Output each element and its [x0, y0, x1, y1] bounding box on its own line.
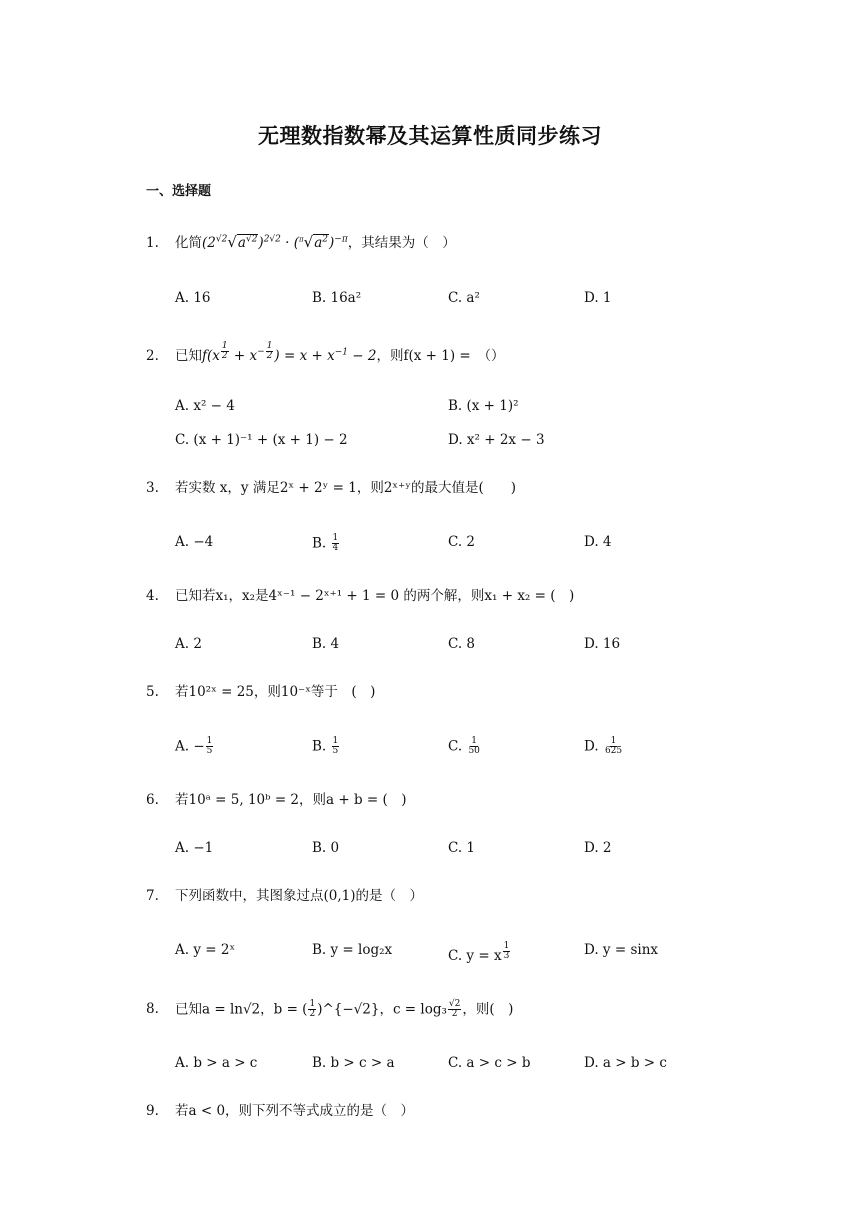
- question-number: 4.: [146, 588, 159, 604]
- option-d[interactable]: D. 4: [584, 534, 612, 550]
- question-number: 5.: [146, 684, 159, 700]
- question-8: [146, 1000, 513, 1020]
- option-a[interactable]: A. 16: [175, 290, 211, 306]
- question-text: 已知若x₁，x₂是4ˣ⁻¹ − 2ˣ⁺¹ + 1 = 0 的两个解，则x₁ + x₂ = ( ): [175, 588, 575, 604]
- question-text: 若10ᵃ = 5, 10ᵇ = 2，则a + b = ( ): [175, 792, 407, 808]
- option-c[interactable]: C. $\frac{1}{50}$: [448, 736, 480, 757]
- question-4: [146, 588, 574, 606]
- question-text: 已知: [175, 347, 202, 364]
- question-number: 9.: [146, 1103, 159, 1119]
- option-b[interactable]: B. $\frac{1}{4}$: [312, 533, 339, 554]
- option-c[interactable]: C. 2: [448, 534, 476, 550]
- fraction-half: $\frac{1}{2}$: [309, 999, 316, 1020]
- question-3: [146, 480, 516, 498]
- question-2: [146, 342, 504, 365]
- option-c[interactable]: C. a²: [448, 290, 480, 306]
- question-text-tail: ，其结果为（ ）: [347, 235, 456, 251]
- option-c[interactable]: C. 8: [448, 636, 476, 652]
- option-d[interactable]: D. $\frac{1}{625}$: [584, 736, 623, 757]
- option-a[interactable]: A. −1: [175, 840, 214, 856]
- section-heading: 一、选择题: [146, 184, 212, 199]
- option-d[interactable]: D. 16: [584, 636, 621, 652]
- question-number: 8.: [146, 1001, 159, 1018]
- question-9: [146, 1103, 414, 1121]
- question-6: [146, 792, 407, 810]
- question-text-tail: ，则f(x + 1) = （）: [376, 347, 505, 364]
- option-d[interactable]: D. 1: [584, 290, 612, 306]
- option-c[interactable]: C. (x + 1)⁻¹ + (x + 1) − 2: [175, 432, 348, 448]
- question-text-tail: ，则( ): [462, 1001, 514, 1018]
- option-a[interactable]: A. x² − 4: [175, 398, 235, 414]
- question-text: 若10²ˣ = 25，则10⁻ˣ等于 ( ): [175, 684, 376, 700]
- fraction-root2-over-2: $\frac{√2}{2}$: [448, 999, 461, 1020]
- math-expression: $(2^{√2}√a^{√2})^{2√2} \cdot (^\pi√a^2)^{-\pi}$: [202, 233, 348, 251]
- question-number: 7.: [146, 888, 159, 904]
- question-text: 下列函数中，其图象过点(0,1)的是（ ）: [175, 888, 424, 904]
- question-text: 化简: [175, 235, 202, 251]
- option-c[interactable]: C. a > c > b: [448, 1055, 531, 1071]
- option-a[interactable]: A. − $\frac{1}{5}$: [175, 736, 213, 757]
- option-a[interactable]: A. 2: [175, 636, 202, 652]
- page-title: 无理数指数幂及其运算性质同步练习: [258, 124, 602, 148]
- option-d[interactable]: D. y = sinx: [584, 942, 658, 958]
- option-b[interactable]: B. b > c > a: [312, 1055, 395, 1071]
- question-1: [146, 233, 456, 253]
- math-expression: f(x $^{\frac{1}{2}}$ + $x^{- \frac{1}{2}}$ ) = $x + x^{-1} - 2$: [202, 341, 377, 364]
- option-b[interactable]: B. $\frac{1}{5}$: [312, 736, 339, 757]
- question-text: 若a < 0，则下列不等式成立的是（ ）: [175, 1103, 415, 1119]
- option-a[interactable]: A. −4: [175, 534, 214, 550]
- option-d[interactable]: D. a > b > c: [584, 1055, 667, 1071]
- question-text: 若实数 x，y 满足2ˣ + 2ʸ = 1，则2ˣ⁺ʸ的最大值是( ): [175, 480, 516, 496]
- option-b[interactable]: B. 4: [312, 636, 340, 652]
- question-number: 3.: [146, 480, 159, 496]
- option-a[interactable]: A. b > a > c: [175, 1055, 258, 1071]
- option-d[interactable]: D. x² + 2x − 3: [448, 432, 545, 448]
- question-7: [146, 888, 423, 906]
- question-number: 2.: [146, 347, 159, 364]
- option-c[interactable]: C. 1: [448, 840, 476, 856]
- option-b[interactable]: B. 0: [312, 840, 340, 856]
- option-b[interactable]: B. y = log₂x: [312, 942, 393, 958]
- question-text: 已知a = ln√2，b = (: [175, 1001, 308, 1018]
- option-c[interactable]: C. y = x $^{\frac{1}{3}}$: [448, 941, 510, 964]
- question-5: [146, 684, 375, 702]
- option-a[interactable]: A. y = 2ˣ: [175, 942, 236, 958]
- question-number: 6.: [146, 792, 159, 808]
- option-b[interactable]: B. (x + 1)²: [448, 398, 519, 414]
- option-d[interactable]: D. 2: [584, 840, 612, 856]
- math-expression: )^{−√2}，c = log₃: [317, 1001, 447, 1018]
- option-b[interactable]: B. 16a²: [312, 290, 362, 306]
- question-number: 1.: [146, 235, 159, 251]
